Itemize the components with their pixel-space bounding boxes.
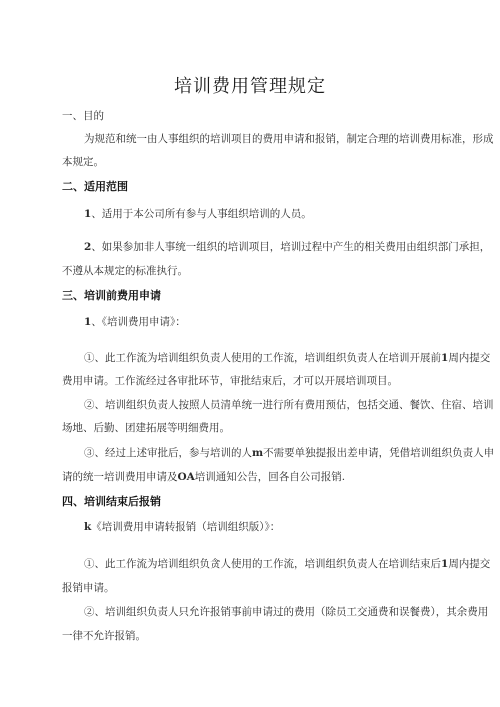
text-run: ①、此工作流为培训组织负责人使用的工作流，培训组织负责人在培训开展前 [84, 352, 441, 364]
item-number: 2 [84, 241, 92, 253]
section-heading-scope: 二、适用范围 [62, 180, 128, 193]
paragraph-line: 为规范和统一由人事组织的培训项目的费用申请和报销，制定合理的培训费用标准，形成 [84, 133, 494, 145]
subheading [84, 520, 280, 534]
text-run: ③、经过上述审批后，参与培训的人 [84, 447, 252, 459]
section-heading-post-training: 四、培训结束后报销 [62, 495, 161, 508]
item-number: 1 [84, 316, 92, 328]
text-run: m [252, 447, 264, 459]
paragraph-line [84, 446, 494, 460]
item-text: 《培训费用申请转报销（培训组织版）》： [91, 521, 281, 533]
text-run: 周内提交 [448, 558, 491, 570]
paragraph-line: 不遵从本规定的标准执行。 [62, 265, 188, 277]
section-heading-pre-training: 三、培训前费用申请 [62, 289, 161, 302]
paragraph-line: 费用申请。工作流经过各审批环节，审批结束后，才可以开展培训项目。 [62, 375, 398, 387]
paragraph-line: ②、培训组织负责人只允许报销事前申请过的费用（除员工交通费和误餐费），其余费用 [84, 606, 489, 618]
list-item [84, 207, 312, 221]
document-title: 培训费用管理规定 [174, 76, 326, 97]
section-heading-purpose: 一、目的 [62, 110, 104, 122]
list-item [84, 240, 490, 254]
text-run: 请的统一培训费用申请及 [62, 471, 178, 483]
text-run: ①、此工作流为培训组织负贪人使用的工作流，培训组织负责人在培训结束后 [84, 558, 441, 570]
paragraph-line: 一律不允许报销。 [62, 630, 146, 642]
paragraph-line: 本规定。 [62, 156, 104, 168]
paragraph-line: 报销申请。 [62, 582, 115, 594]
paragraph-line: ②、培训组织负责人按照人员清单统一进行所有费用预估，包括交通、餐饮、住宿、培训 [84, 399, 494, 411]
text-run: 周内提交 [448, 352, 491, 364]
item-number: 1 [84, 208, 92, 220]
text-run: 1 [441, 558, 449, 570]
item-text: 、如果参加非人事统一组织的培训项目，培训过程中产生的相关费用由组织部门承担， [91, 241, 491, 253]
text-run: 不需要单独提报出差申请，凭借培训组织负责人申 [263, 447, 495, 459]
item-text: 、适用于本公司所有参与人事组织培训的人员。 [91, 208, 312, 220]
item-marker: k [84, 521, 92, 533]
paragraph-line [84, 557, 490, 571]
paragraph-line [62, 470, 345, 484]
paragraph-line: 场地、后勤、团建拓展等明细费用。 [62, 422, 230, 434]
text-run: 1 [441, 352, 449, 364]
text-run: 培训通知公告，回各自公司报销. [194, 471, 346, 483]
item-text: 、《培训费用申请》： [91, 316, 186, 328]
paragraph-line [84, 351, 490, 365]
text-run: OA [177, 471, 195, 483]
subheading [84, 315, 186, 329]
